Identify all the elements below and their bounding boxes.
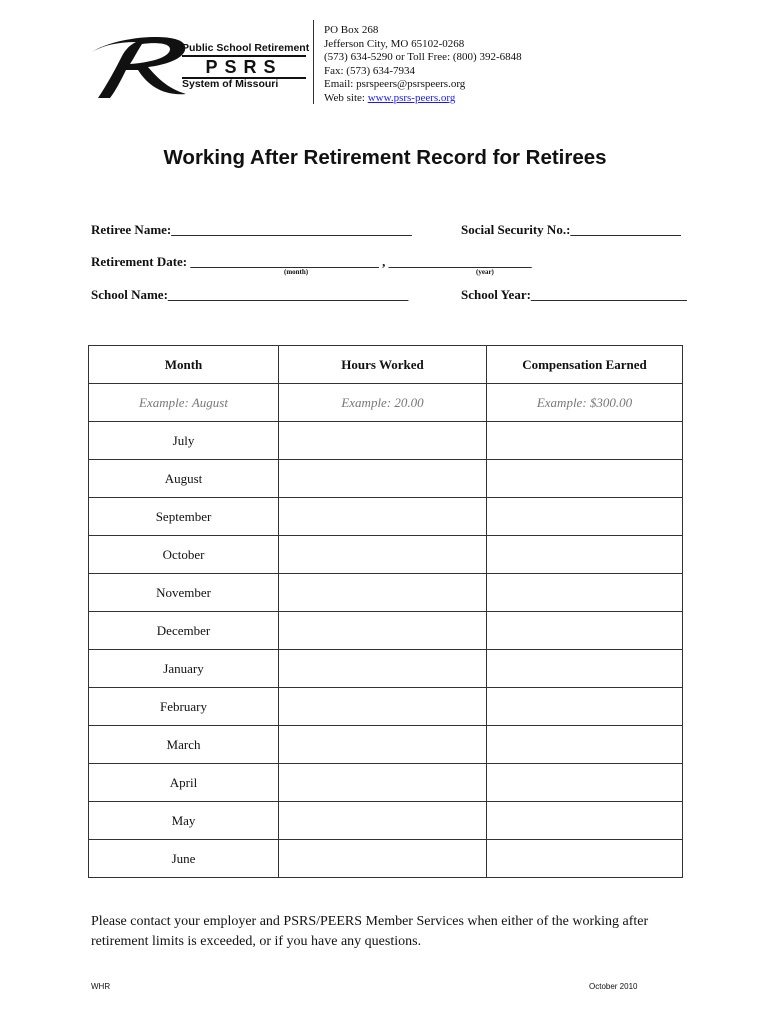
month-cell: October [89, 536, 279, 574]
compensation-cell[interactable] [487, 802, 683, 840]
hours-cell[interactable] [279, 498, 487, 536]
hours-cell[interactable] [279, 574, 487, 612]
hours-cell[interactable] [279, 422, 487, 460]
hours-cell[interactable] [279, 688, 487, 726]
table-row [89, 840, 683, 878]
logo-text-psrs: PSRS [205, 57, 283, 77]
email: Email: psrspeers@psrspeers.org [324, 78, 466, 91]
header-compensation-earned: Compensation Earned [487, 346, 683, 384]
retirement-date-field[interactable]: Retirement Date: _____________________________ , ______________________ [91, 254, 532, 269]
month-cell: December [89, 612, 279, 650]
hours-cell[interactable] [279, 726, 487, 764]
compensation-cell[interactable] [487, 650, 683, 688]
hours-cell[interactable] [279, 802, 487, 840]
table-row [89, 536, 683, 574]
po-box: PO Box 268 [324, 24, 379, 36]
month-cell: June [89, 840, 279, 878]
table-row [89, 422, 683, 460]
table-row [89, 612, 683, 650]
compensation-cell[interactable] [487, 840, 683, 878]
school-name-field[interactable]: School Name:_____________________________________ [91, 287, 409, 302]
header-divider [313, 20, 314, 104]
compensation-cell[interactable] [487, 688, 683, 726]
example-compensation: Example: $300.00 [487, 384, 683, 422]
compensation-cell[interactable] [487, 612, 683, 650]
page-title: Working After Retirement Record for Retirees [163, 146, 607, 169]
retiree-name-field[interactable]: Retiree Name:_____________________________________ [91, 222, 412, 237]
hours-cell[interactable] [279, 460, 487, 498]
month-cell: January [89, 650, 279, 688]
table-row [89, 688, 683, 726]
table-row [89, 650, 683, 688]
compensation-cell[interactable] [487, 498, 683, 536]
hours-cell[interactable] [279, 612, 487, 650]
compensation-cell[interactable] [487, 460, 683, 498]
compensation-cell[interactable] [487, 764, 683, 802]
school-year-field[interactable]: School Year:________________________ [461, 287, 687, 302]
logo-text-line3: System of Missouri [182, 78, 279, 90]
example-month: Example: August [89, 384, 279, 422]
website-row [324, 92, 522, 106]
website-link[interactable]: www.psrs-peers.org [367, 91, 456, 104]
phone: (573) 634-5290 or Toll Free: (800) 392-6848 [324, 51, 522, 64]
table-header-row [89, 346, 683, 384]
table-row [89, 802, 683, 840]
psrs-logo [86, 34, 308, 100]
month-cell: May [89, 802, 279, 840]
website-label: Web site: [324, 91, 368, 104]
city-address: Jefferson City, MO 65102-0268 [324, 37, 465, 50]
form-date: October 2010 [589, 982, 638, 991]
footer-note: Please contact your employer and PSRS/PEERS Member Services when either of the working after retirement limits is exceeded, or if you have any questions. [91, 914, 649, 949]
psrs-r-logo-icon [86, 34, 196, 100]
fax: Fax: (573) 634-7934 [324, 64, 416, 77]
hours-cell[interactable] [279, 536, 487, 574]
year-hint: (year) [476, 268, 494, 276]
form-code: WHR [91, 982, 111, 991]
month-cell: September [89, 498, 279, 536]
table-row [89, 726, 683, 764]
ssn-field[interactable]: Social Security No.:_________________ [461, 222, 681, 237]
month-cell: November [89, 574, 279, 612]
table-row [89, 498, 683, 536]
example-row [89, 384, 683, 422]
table-row [89, 460, 683, 498]
month-cell: July [89, 422, 279, 460]
month-cell: February [89, 688, 279, 726]
compensation-cell[interactable] [487, 574, 683, 612]
logo-text-line1: Public School Retirement [182, 42, 310, 54]
hours-table [88, 345, 683, 878]
compensation-cell[interactable] [487, 536, 683, 574]
header-hours-worked: Hours Worked [279, 346, 487, 384]
month-cell: August [89, 460, 279, 498]
compensation-cell[interactable] [487, 726, 683, 764]
month-cell: March [89, 726, 279, 764]
hours-cell[interactable] [279, 840, 487, 878]
month-hint: (month) [284, 268, 309, 276]
table-row [89, 574, 683, 612]
month-cell: April [89, 764, 279, 802]
hours-cell[interactable] [279, 764, 487, 802]
header-month: Month [89, 346, 279, 384]
hours-cell[interactable] [279, 650, 487, 688]
table-row [89, 764, 683, 802]
contact-block [324, 24, 522, 106]
compensation-cell[interactable] [487, 422, 683, 460]
example-hours: Example: 20.00 [279, 384, 487, 422]
